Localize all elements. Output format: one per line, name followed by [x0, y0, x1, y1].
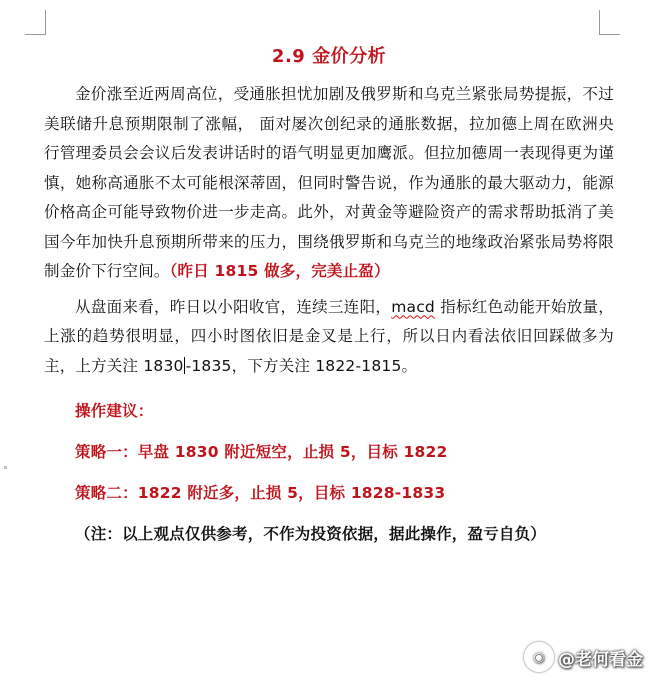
- chart-text-a: 从盘面来看，昨日以小阳收官，连续三连阳，: [75, 297, 392, 316]
- watermark-text: @老何看金: [558, 649, 643, 670]
- advice-label: 操作建议：: [75, 402, 154, 420]
- disclaimer-note: （注：以上观点仅供参考，不作为投资依据，据此操作，盈亏自负）: [75, 525, 547, 543]
- page-corner-mark-top-left: [25, 10, 46, 35]
- margin-marker: [4, 466, 7, 469]
- advice-section: [44, 391, 614, 555]
- strategy-one: 策略一：早盘 1830 附近短空，止损 5，目标 1822: [75, 443, 448, 461]
- analysis-text: 金价涨至近两周高位，受通胀担忧加剧及俄罗斯和乌克兰紧张局势提振，不过美联储升息预期限制了涨幅， 面对屡次创纪录的通胀数据，拉加德上周在欧洲央行管理委员会会议后发表讲话时的语气明显更加鹰派。但拉加德周一表现得更为谨慎，她称高通胀不太可能根深蒂固，但同时警告说，作为通胀的最大驱动力，能源价格高企可能导致物价进一步走高。此外，对黄金等避险资产的需求帮助抵消了美国今年加快升息预期所带来的压力，围绕俄罗斯和乌克兰的地缘政治紧张局势将限制金价下行空间。: [44, 85, 614, 280]
- weibo-icon: ◉: [524, 642, 554, 672]
- chart-text-b: 指标红色动能开始放量，上涨的趋势很明显，四小时图依旧是金叉是上行，所以日内看法依旧回踩做多为主，上方关注 1830: [44, 297, 614, 375]
- result-highlight: （昨日 1815 做多，完美止盈）: [169, 262, 390, 280]
- spellcheck-word: macd: [391, 297, 435, 316]
- chart-analysis-paragraph: [44, 293, 614, 382]
- document-page: [44, 42, 614, 555]
- page-corner-mark-top-right: [599, 10, 620, 35]
- chart-text-c: -1835，下方关注 1822-1815。: [185, 356, 418, 375]
- document-title: 2.9 金价分析: [271, 46, 387, 67]
- watermark: [524, 642, 643, 672]
- analysis-paragraph: [44, 80, 614, 287]
- strategy-two: 策略二：1822 附近多，止损 5，目标 1828-1833: [75, 484, 446, 502]
